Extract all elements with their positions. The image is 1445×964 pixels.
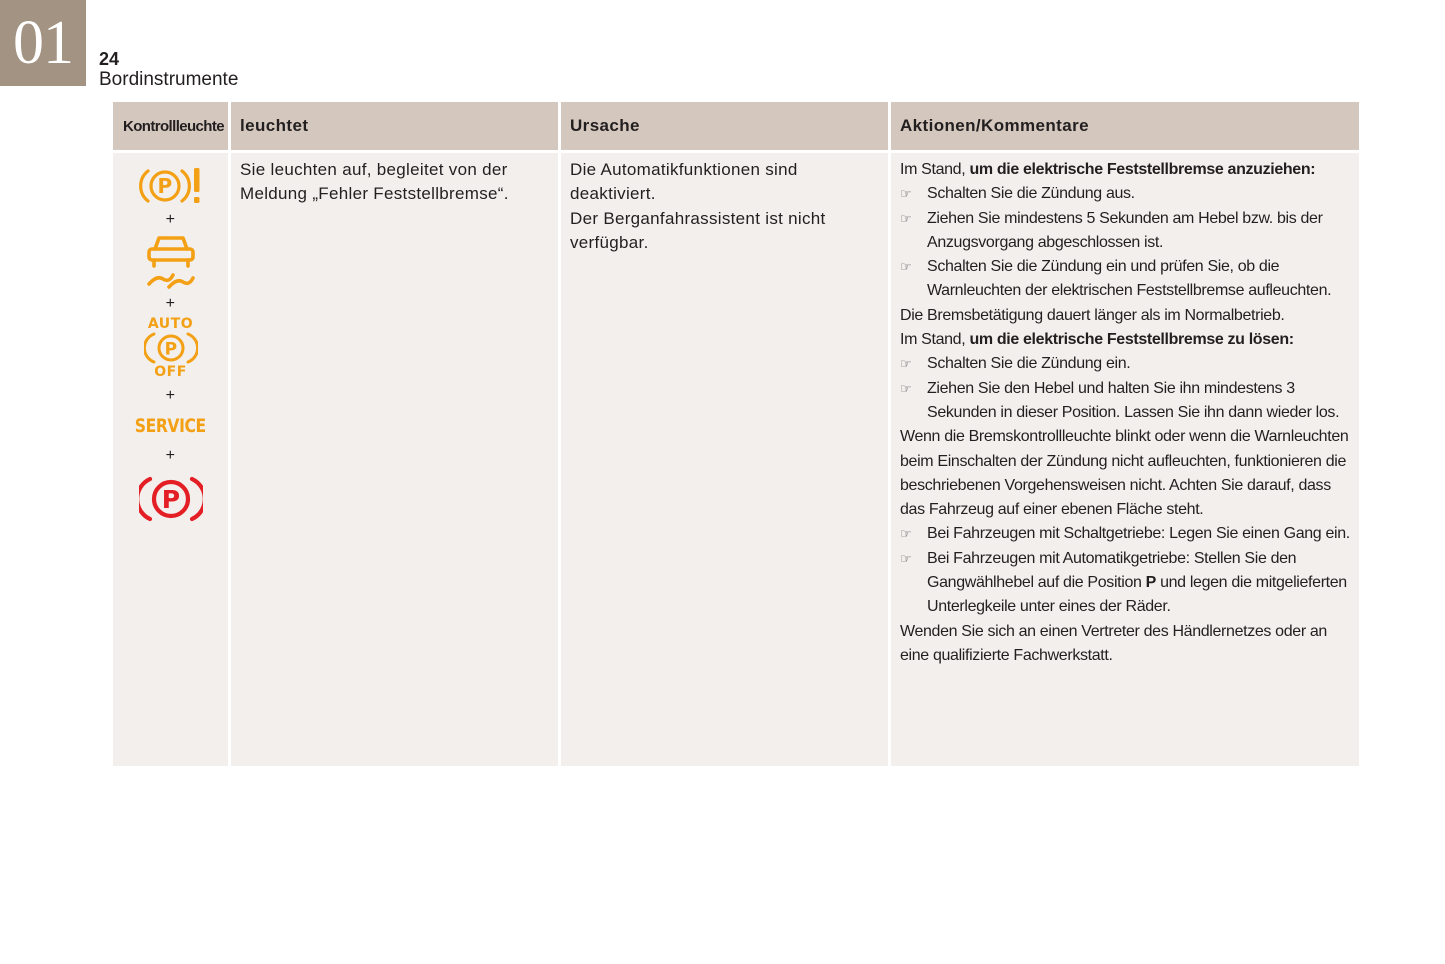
list-item xyxy=(900,182,1350,206)
list-item xyxy=(900,255,1350,304)
pointing-hand-icon: ☞ xyxy=(900,186,912,202)
gear-auto-step-bold: P xyxy=(1145,574,1156,592)
plus-sign: + xyxy=(165,211,176,228)
pointing-hand-icon: ☞ xyxy=(900,210,912,226)
pointing-hand-icon: ☞ xyxy=(900,259,912,275)
section-title: Bordinstrumente xyxy=(99,69,239,90)
list-item xyxy=(900,207,1350,256)
plus-sign: + xyxy=(165,387,176,405)
svg-text:P: P xyxy=(164,339,177,360)
brake-warning-red-icon xyxy=(139,474,203,524)
cause-text-1: Die Automatikfunktionen sind deaktiviert. xyxy=(570,160,798,204)
dealer-note: Wenden Sie sich an einen Vertreter des Händlernetzes oder an eine qualifizierte Fachwerkstatt. xyxy=(900,622,1327,664)
service-warning-label: SERVICE xyxy=(135,415,206,438)
release-heading xyxy=(900,328,1350,352)
pointing-hand-icon: ☞ xyxy=(900,356,912,372)
header-actions: Aktionen/Kommentare xyxy=(891,102,1359,153)
warning-note: Wenn die Bremskontrollleuchte blinkt oder wenn die Warnleuchten beim Einschalten der Zündung nicht aufleuchten, funktionieren die beschriebenen Vorgehensweisen nicht. Achten Sie darauf, dass das Fahrzeug auf einer ebenen Fläche steht. xyxy=(900,428,1349,519)
apply-step-1: Schalten Sie die Zündung aus. xyxy=(927,185,1135,203)
parking-brake-fault-icon xyxy=(138,165,204,207)
pointing-hand-icon: ☞ xyxy=(900,380,912,396)
lights-description: Sie leuchten auf, begleitet von der Meldung „Fehler Feststellbremse“. xyxy=(240,160,509,204)
chapter-number-tab: 01 xyxy=(0,0,86,86)
release-step-1: Schalten Sie die Zündung ein. xyxy=(927,355,1131,373)
list-item xyxy=(900,522,1350,546)
svg-text:P: P xyxy=(161,485,180,515)
lights-cell xyxy=(231,153,561,766)
apply-step-3: Schalten Sie die Zündung ein und prüfen Sie, ob die Warnleuchten der elektrischen Feststellbremse aufleuchten. xyxy=(927,258,1332,300)
off-label: OFF xyxy=(154,364,187,380)
release-intro: Im Stand, xyxy=(900,331,970,349)
warning-lamp-table xyxy=(113,102,1359,766)
actions-cell xyxy=(891,153,1359,766)
gear-auto-step-start: Bei Fahrzeugen mit Automatikgetriebe: Stellen Sie den Gangwählhebel auf die Position xyxy=(927,549,1297,592)
page-number: 24 xyxy=(99,49,120,69)
header-lamp: Kontrollleuchte xyxy=(113,102,231,153)
header-lights: leuchtet xyxy=(231,102,561,153)
release-bold: um die elektrische Feststellbremse zu lösen: xyxy=(969,331,1294,349)
plus-sign: + xyxy=(165,295,176,312)
list-item xyxy=(900,352,1350,376)
list-item xyxy=(900,547,1350,620)
auto-label: AUTO xyxy=(147,316,194,332)
stability-control-icon xyxy=(143,233,199,291)
header-cause: Ursache xyxy=(561,102,891,153)
cause-text-2: Der Berganfahrassistent ist nicht verfügbar. xyxy=(570,208,826,252)
table-row xyxy=(113,153,1359,766)
gear-manual-step: Bei Fahrzeugen mit Schaltgetriebe: Legen Sie einen Gang ein. xyxy=(927,525,1350,543)
apply-step-2: Ziehen Sie mindestens 5 Sekunden am Hebel bzw. bis der Anzugsvorgang abgeschlossen ist. xyxy=(927,209,1323,251)
gear-auto-step-end: und legen die mitgelieferten Unterlegkeile unter eines der Räder. xyxy=(927,574,1347,616)
lamp-icons-cell xyxy=(113,153,231,766)
pointing-hand-icon: ☞ xyxy=(900,526,912,542)
apply-note: Die Bremsbetätigung dauert länger als im Normalbetrieb. xyxy=(900,306,1285,324)
auto-p-symbol-icon xyxy=(144,331,198,365)
release-step-2: Ziehen Sie den Hebel und halten Sie ihn mindestens 3 Sekunden in dieser Position. Lassen Sie ihn dann wieder los. xyxy=(927,379,1340,421)
plus-sign: + xyxy=(165,447,176,465)
auto-parking-off-icon xyxy=(144,317,198,379)
svg-text:P: P xyxy=(157,174,172,198)
apply-bold: um die elektrische Feststellbremse anzuziehen: xyxy=(969,161,1316,178)
pointing-hand-icon: ☞ xyxy=(900,550,912,566)
apply-intro: Im Stand, xyxy=(900,161,970,178)
apply-heading xyxy=(900,158,1350,182)
table-header-row xyxy=(113,102,1359,153)
cause-cell xyxy=(561,153,891,766)
list-item xyxy=(900,377,1350,426)
